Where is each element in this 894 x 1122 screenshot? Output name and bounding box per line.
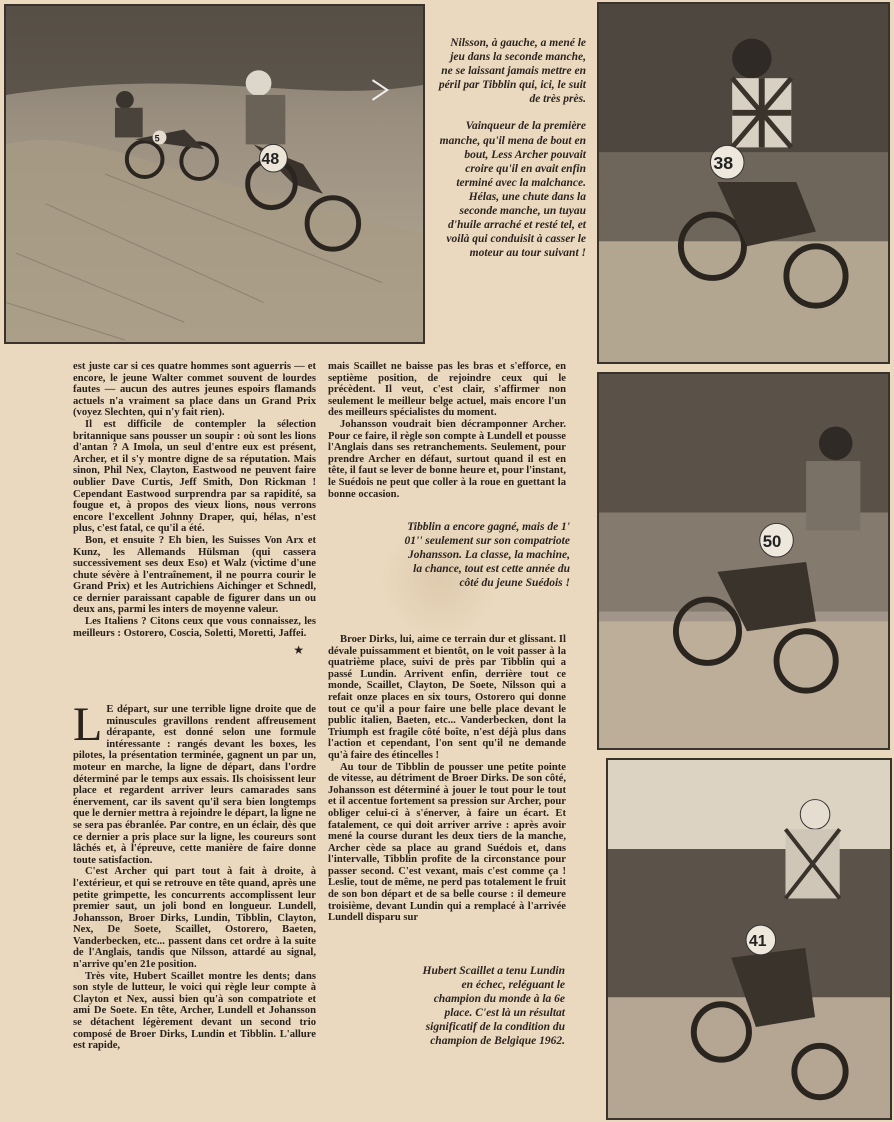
section-star-icon: ★ [293,643,304,658]
article-column-2-bottom [328,634,566,924]
article-paragraph-dropcap [73,698,316,866]
article-paragraph: Au tour de Tibblin de pousser une petite pointe de vitesse, au détriment de Broer Dirks. De son côté, Johansson est déterminé à jouer le tout pour le tout et il accentue fortement sa pression sur Archer, pour obliger celui-ci à s'énerver, à faire un écart. Et fatalement, ce qui doit arriver arrive : après avoir mené la course durant les deux tiers de la manche, Archer cède sa place au grand Suédois et, dans l'intervalle, Tibblin profite de la circonstance pour passer second. C'est vexant, mais c'est comme ça ! Leslie, tout de même, ne perd pas totalement le fruit de son bon départ et de sa belle course : il demeure troisième, devant Lundin qui a remplacé à l'arrivée Lundell disparu sur [328,761,566,924]
article-column-2 [328,361,566,500]
article-paragraph: Broer Dirks, lui, aime ce terrain dur et glissant. Il dévale puissamment et bientôt, on le voit passer à la quatrième place, suivi de près par Tibblin qui a passé Lundin. Arrivent enfin, derrière tout ce monde, Scaillet, Clayton, De Soete, Nilsson qui a refait onze places en six tours, Ostorero qui donne tout ce qu'il a pour faire une belle place devant le public italien, Baeten, etc... Vanderbecken, dont la Triumph est fragile côté boîte, n'est déjà plus dans l'action et cependant, l'on sent qu'il ne demande qu'à faire des étincelles ! [328,634,566,761]
rider-number-50: 50 [762,532,782,552]
rider-number-48: 48 [261,151,280,169]
article-paragraph: Très vite, Hubert Scaillet montre les dents; dans son style de lutteur, le voici qui règle leur compte à Clayton et Nex, aussi bien qu'à son compatriote et ami De Soete. En tête, Archer, Lundell et Johansson se détachent légèrement devant un second trio composé de Broer Dirks, Lundin et Tibblin. L'allure est rapide, [73,970,316,1052]
caption-archer: Vainqueur de la première manche, qu'il mena de bout en bout, Less Archer pouvait croire qu'il en avait enfin terminé avec la malchance. Hélas, une chute dans la seconde manche, un tuyau d'huile arraché et resté tel, et voilà qui conduisit à casser le moteur au tour suivant ! [439,120,586,260]
article-paragraph: est juste car si ces quatre hommes sont aguerris — et encore, le jeune Walter commet souvent de lourdes fautes — aucun des autres jeunes espoirs flamands actuels n'a vraiment sa place dans un Grand Prix (voyez Slechten, qui n'y fait rien). [73,361,316,419]
article-paragraph: Il est difficile de contempler la sélection britannique sans pousser un soupir : où sont les lions d'antan ? A Imola, un seul d'entre eux est présent, Archer, et il s'y montre digne de sa réputation. Mais sinon, Phil Nex, Clayton, Eastwood ne peuvent faire oublier Dave Curtis, Jeff Smith, Don Rickman ! Cependant Eastwood surprendra par sa rapidité, sa fougue et, à propos des vieux lions, nous verrons encore l'excellent Johnny Draper, qui, hélas, n'est plus, c'est fatal, ce qu'il a été. [73,418,316,535]
photo-rider-50 [597,372,890,750]
caption-top-right [436,36,586,273]
article-paragraph: mais Scaillet ne baisse pas les bras et s'efforce, en septième position, de rejoindre ceux qui le précèdent. Il veut, c'est clair, s'affirmer non seulement le meilleur belge actuel, mais encore l'un des meilleurs spécialistes du moment. [328,361,566,419]
drop-cap: L [73,698,103,751]
article-paragraph: Les Italiens ? Citons ceux que vous connaissez, les meilleurs : Ostorero, Coscia, Soletti, Moretti, Jaffei. [73,616,316,639]
article-paragraph: Bon, et ensuite ? Eh bien, les Suisses Von Arx et Kunz, les Allemands Hülsman (qui cassera successivement ses deux Eso) et Walz (victime d'une chute sévère à l'entraînement, il ne pourra courir le Grand Prix) et les Autrichiens Aichinger et Schnedl, ce dernier paraissant capable de figurer dans un ou deux ans, parmi les inters de moyenne valeur. [73,534,316,616]
caption-tibblin: Tibblin a encore gagné, mais de 1' 01'' seulement sur son compatriote Johansson. La classe, la machine, la chance, tout est cette année du côté du jeune Suédois ! [404,521,570,590]
photo-rider-41 [606,758,892,1120]
article-column-1 [73,361,316,658]
article-paragraph: Johansson voudrait bien décramponner Archer. Pour ce faire, il règle son compte à Lundell et pousse l'Anglais dans ses retranchements. Seulement, pour prendre Archer en défaut, surtout quand il est en tête, il faut se lever de bonne heure et, pour l'instant, le Suédois ne peut que coller à la roue en guettant la bonne occasion. [328,418,566,500]
rider-number-small: 5 [154,133,160,144]
rider-number-41: 41 [749,932,767,950]
article-paragraph: C'est Archer qui part tout à fait à droite, à l'extérieur, et qui se retrouve en tête quand, après une petite grimpette, les concurrents accomplissent leur premier saut, un joli bond en longueur. Lundell, Johansson, Broer Dirks, Lundin, Tibblin, Clayton, Nex, De Soete, Scaillet, Ostorero, Baeten, Vanderbecken, etc... passent dans cet ordre à la suite de l'Anglais, tandis que Nilsson, attardé au signal, n'arrive qu'en 21e position. [73,866,316,971]
rider-number-38: 38 [713,153,734,174]
photo-rider-38 [597,2,890,364]
photo-two-riders [4,4,425,344]
caption-nilsson: Nilsson, à gauche, a mené le jeu dans la seconde manche, ne se laissant jamais mettre en péril par Tibblin qui, ici, le suit de très près. [438,37,586,106]
caption-scaillet: Hubert Scaillet a tenu Lundin en échec, reléguant le champion du monde à la 6e place. C'est là un résultat significatif de la condition du champion de Belgique 1962. [422,965,565,1048]
article-column-1-bottom [73,698,316,1052]
article-text: E départ, sur une terrible ligne droite que de minuscules gravillons rendent affreusement dérapante, est donné selon une formule intéressante : rangés devant les boxes, les pilotes, la présentation terminée, gagnent un par un, moteur en marche, la ligne de départ, dans l'ordre déterminé par le temps aux essais. Ils choisissent leur place et regardent arriver leurs camarades sans énervement, car ils savent qu'il sera bien longtemps que le dernier mettra à rejoindre le départ, la ligne ne se sera pas ébranlée. Par contre, en un éclair, dès que ce dernier a pris place sur la ligne, les coureurs sont lâchés et, à l'épreuve, cette manière de faire donne toute satisfaction. [73,704,316,866]
